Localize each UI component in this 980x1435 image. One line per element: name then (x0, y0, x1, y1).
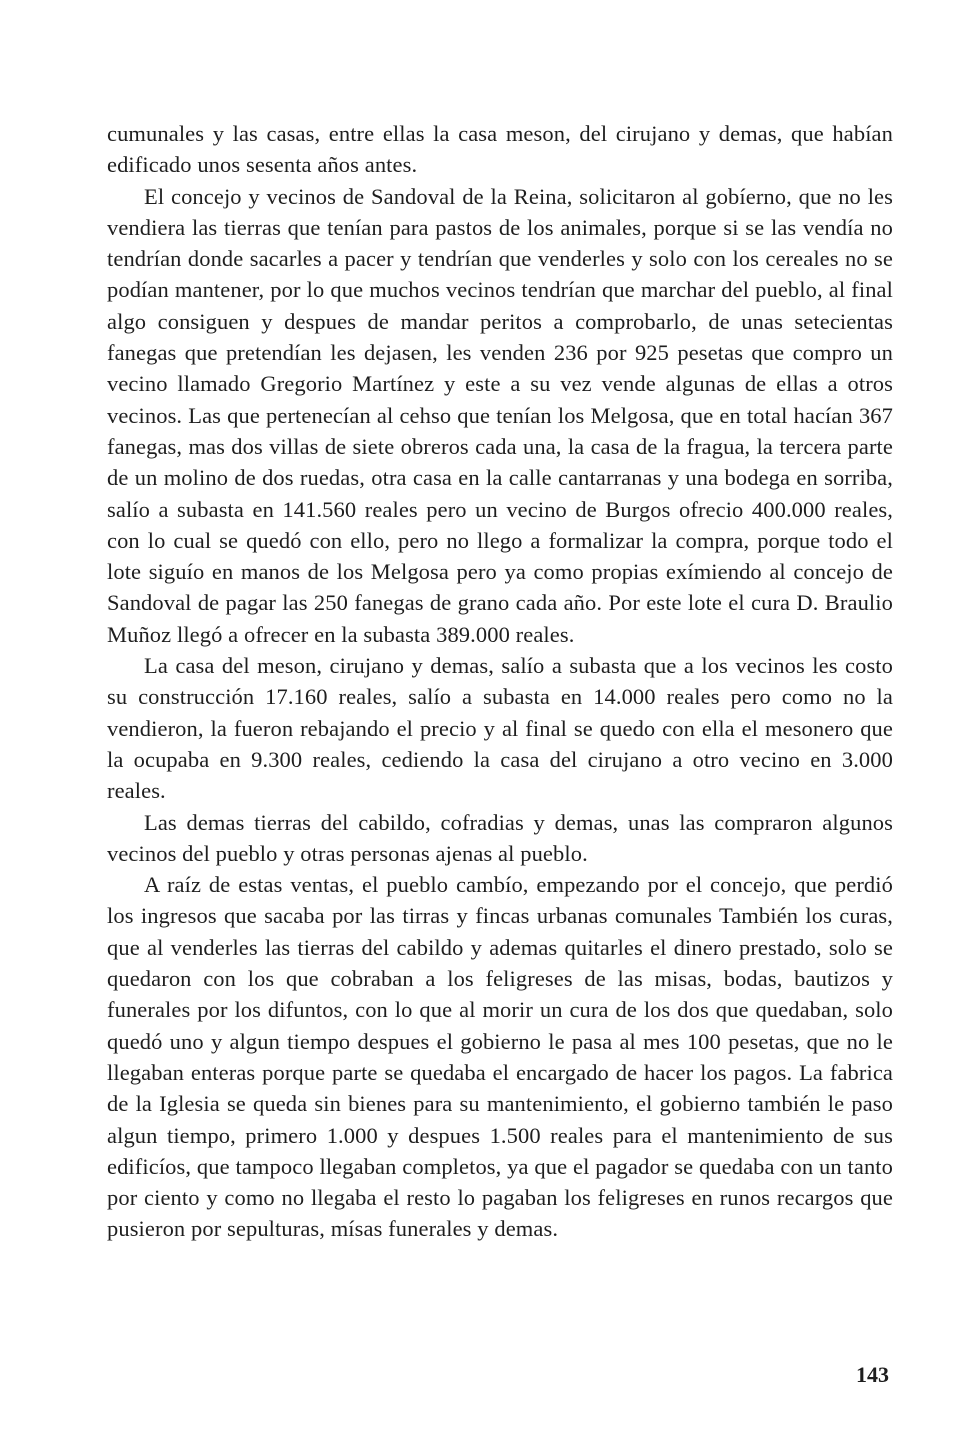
paragraph-continuation: cumunales y las casas, entre ellas la casa meson, del cirujano y demas, que habían edificado unos sesenta años antes. (107, 121, 893, 178)
page-number: 143 (856, 1362, 889, 1387)
paragraph-consecuencias: A raíz de estas ventas, el pueblo cambío, empezando por el concejo, que perdió los ingresos que sacaba por las tirras y fincas urbanas comunales También los curas, que al venderles las tierras del cabildo y ademas quitarles el dinero prestado, solo se quedaron con los que cobraban a los feligreses de las misas, bodas, bautizos y funerales por los difuntos, con lo que al morir un cura de los dos que quedaban, solo quedó uno y algun tiempo despues el gobierno le pasa al mes 100 pesetas, que no le llegaban enteras porque parte se quedaba el encargado de hacer los pagos. La fabrica de la Iglesia se queda sin bienes para su mantenimiento, el gobierno también le paso algun tiempo, primero 1.000 y despues 1.500 reales para el mantenimiento de sus edificíos, que tampoco llegaban completos, ya que el pagador se quedaba con un tanto por ciento y como no llegaba el resto lo pagaban los feligreses en runos recargos que pusieron por sepulturas, mísas funerales y demas. (107, 872, 893, 1242)
paragraph-tierras-cabildo: Las demas tierras del cabildo, cofradias y demas, unas las compraron algunos vecinos del pueblo y otras personas ajenas al pueblo. (107, 809, 893, 866)
body-text (107, 118, 893, 1245)
paragraph-casa-meson: La casa del meson, cirujano y demas, salío a subasta que a los vecinos les costo su construcción 17.160 reales, salío a subasta en 14.000 reales pero como no la vendieron, la fueron rebajando el precio y al final se quedo con ella el mesonero que la ocupaba en 9.300 reales, cediendo la casa del cirujano a otro vecino en 3.000 reales. (107, 653, 893, 804)
paragraph-concejo-petition: El concejo y vecinos de Sandoval de la Reina, solicitaron al gobíerno, que no les vendiera las tierras que tenían para pastos de los animales, porque si se las vendía no tendrían donde sacarles a pacer y tendrían que venderles y solo con los cereales no se podían mantener, por lo que muchos vecinos tendrían que marchar del pueblo, al final algo consiguen y despues de mandar peritos a comprobarlo, de unas setecientas fanegas que pretendían les dejasen, les venden 236 por 925 pesetas que compro un vecino llamado Gregorio Martínez y este a su vez vende algunas de ellas a otros vecinos. Las que pertenecían al cehso que tenían los Melgosa, que en total hacían 367 fanegas, mas dos villas de siete obreros cada una, la casa de la fragua, la tercera parte de un molino de dos ruedas, otra casa en la calle cantarranas y una bodega en sorriba, salío a subasta en 141.560 reales pero un vecino de Burgos ofrecio 400.000 reales, con lo cual se quedó con ello, pero no llego a formalizar la compra, porque todo el lote siguío en manos de los Melgosa pero ya como propias exímiendo al concejo de Sandoval de pagar las 250 fanegas de grano cada año. Por este lote el cura D. Braulio Muñoz llegó a ofrecer en la subasta 389.000 reales. (107, 183, 893, 647)
